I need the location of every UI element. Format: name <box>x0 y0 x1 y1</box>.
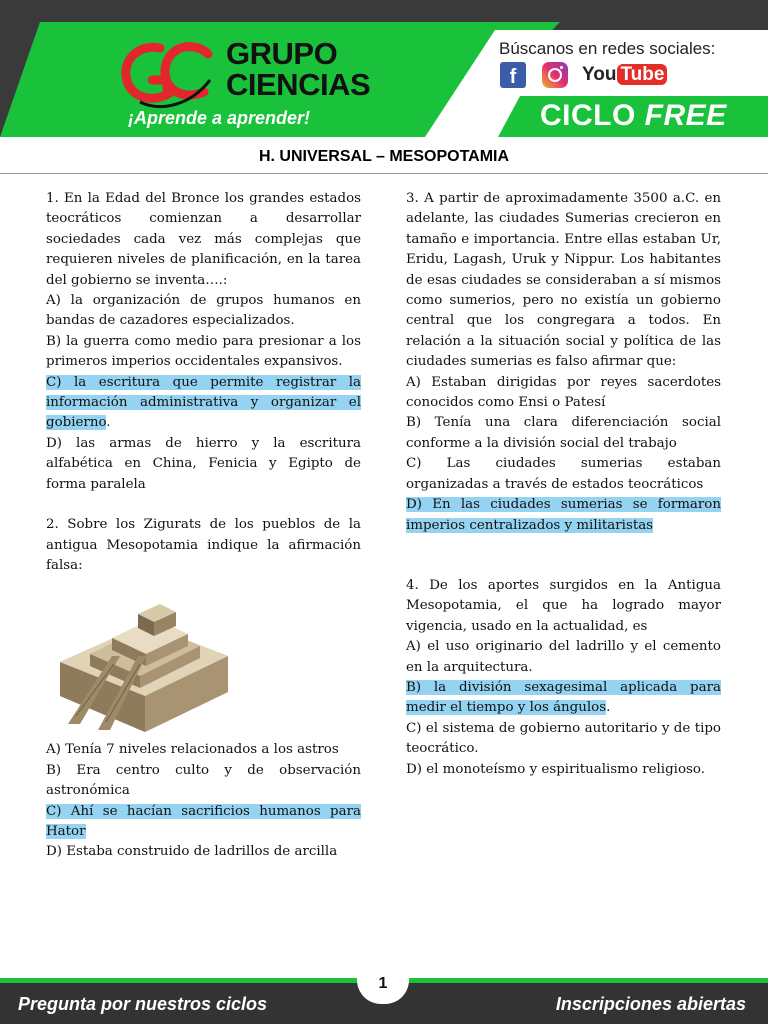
ciclo-free-label <box>540 99 727 133</box>
q2-option-b: B) Era centro culto y de observación astronómica <box>46 762 361 799</box>
page-title: H. UNIVERSAL – MESOPOTAMIA <box>258 148 510 165</box>
q1-stem: 1. En la Edad del Bronce los grandes estados teocráticos comienzan a desarrollar sociedades cada vez más complejas que requieren niveles de planificación, en la tarea del gobierno se inventa….: <box>46 191 361 288</box>
ziggurat-illustration <box>50 584 240 734</box>
grupo-ciencias-logo-icon <box>120 40 215 110</box>
q1-answer-highlight: C) la escritura que permite registrar la información administrativa y organizar el gobierno <box>46 374 361 431</box>
left-column <box>46 189 361 863</box>
free-word: FREE <box>644 99 727 132</box>
q4-option-a: A) el uso originario del ladrillo y el cemento en la arquitectura. <box>406 639 721 675</box>
brand-line-1: GRUPO <box>226 36 338 71</box>
footer-right-text: Inscripciones abiertas <box>555 994 746 1014</box>
q1-option-a: A) la organización de grupos humanos en bandas de cazadores especializados. <box>46 293 361 329</box>
social-label: Búscanos en redes sociales: <box>499 39 716 58</box>
brand-line-2: CIENCIAS <box>226 67 371 102</box>
q1-option-b: B) la guerra como medio para presionar a los primeros imperios occidentales expansivos. <box>46 333 361 370</box>
q2-stem: 2. Sobre los Zigurats de los pueblos de la antigua Mesopotamia indique la afirmación falsa: <box>46 517 361 573</box>
q2-option-a: A) Tenía 7 niveles relacionados a los astros <box>46 742 339 758</box>
title-divider <box>0 173 768 174</box>
brand-name <box>226 38 370 100</box>
youtube-you: You <box>582 64 617 85</box>
facebook-icon[interactable]: f <box>500 62 526 88</box>
q3-option-d <box>406 495 721 536</box>
q3-stem: 3. A partir de aproximadamente 3500 a.C. en adelante, las ciudades Sumerias crecieron en tamaño e importancia. Entre ellas estaban Ur, Eridu, Lagash, Uruk y Nippur. Los habitantes de esas ciudades se consideraban a sí mismos como sumerios, pero no existía un gobierno central que los congregara a todos. En relación a la situación social y política de las ciudades sumerias es falso afirmar que: <box>406 191 721 370</box>
brand-tagline: ¡Aprende a aprender! <box>128 108 311 128</box>
q3-answer-highlight: D) En las ciudades sumerias se formaron imperios centralizados y militaristas <box>406 497 721 533</box>
q3-option-a: A) Estaban dirigidas por reyes sacerdotes conocidos como Ensi o Patesí <box>406 374 721 411</box>
q4-option-d: D) el monoteísmo y espiritualismo religioso. <box>406 761 705 777</box>
footer-left-text: Pregunta por nuestros ciclos <box>18 994 268 1014</box>
q3-option-b: B) Tenía una clara diferenciación social conforme a la división social del trabajo <box>406 415 721 451</box>
youtube-icon[interactable] <box>582 62 667 88</box>
instagram-icon[interactable] <box>542 62 568 88</box>
q3-option-c: C) Las ciudades sumerias estaban organizadas a través de estados teocráticos <box>406 456 721 492</box>
ciclo-word: CICLO <box>540 99 636 132</box>
right-column <box>406 189 721 780</box>
page-number: 1 <box>357 966 409 1004</box>
q4-stem: 4. De los aportes surgidos en la Antigua Mesopotamia, el que ha logrado mayor vigencia, usado en la actualidad, es <box>406 577 721 634</box>
q2-option-c <box>46 802 361 843</box>
q1-option-d: D) las armas de hierro y la escritura alfabética en China, Fenicia y Egipto de forma paralela <box>46 435 361 492</box>
q1-option-c <box>46 373 361 434</box>
q4-answer-highlight: B) la división sexagesimal aplicada para medir el tiempo y los ángulos <box>406 679 721 716</box>
youtube-tube: Tube <box>617 64 667 85</box>
q1-option-c-tail: . <box>106 415 111 431</box>
q4-option-b-tail: . <box>606 700 611 716</box>
q4-option-c: C) el sistema de gobierno autoritario y de tipo teocrático. <box>406 720 721 757</box>
q4-option-b <box>406 678 721 719</box>
q2-option-d: D) Estaba construido de ladrillos de arcilla <box>46 844 338 860</box>
q2-answer-highlight: C) Ahí se hacían sacrificios humanos para Hator <box>46 803 361 839</box>
